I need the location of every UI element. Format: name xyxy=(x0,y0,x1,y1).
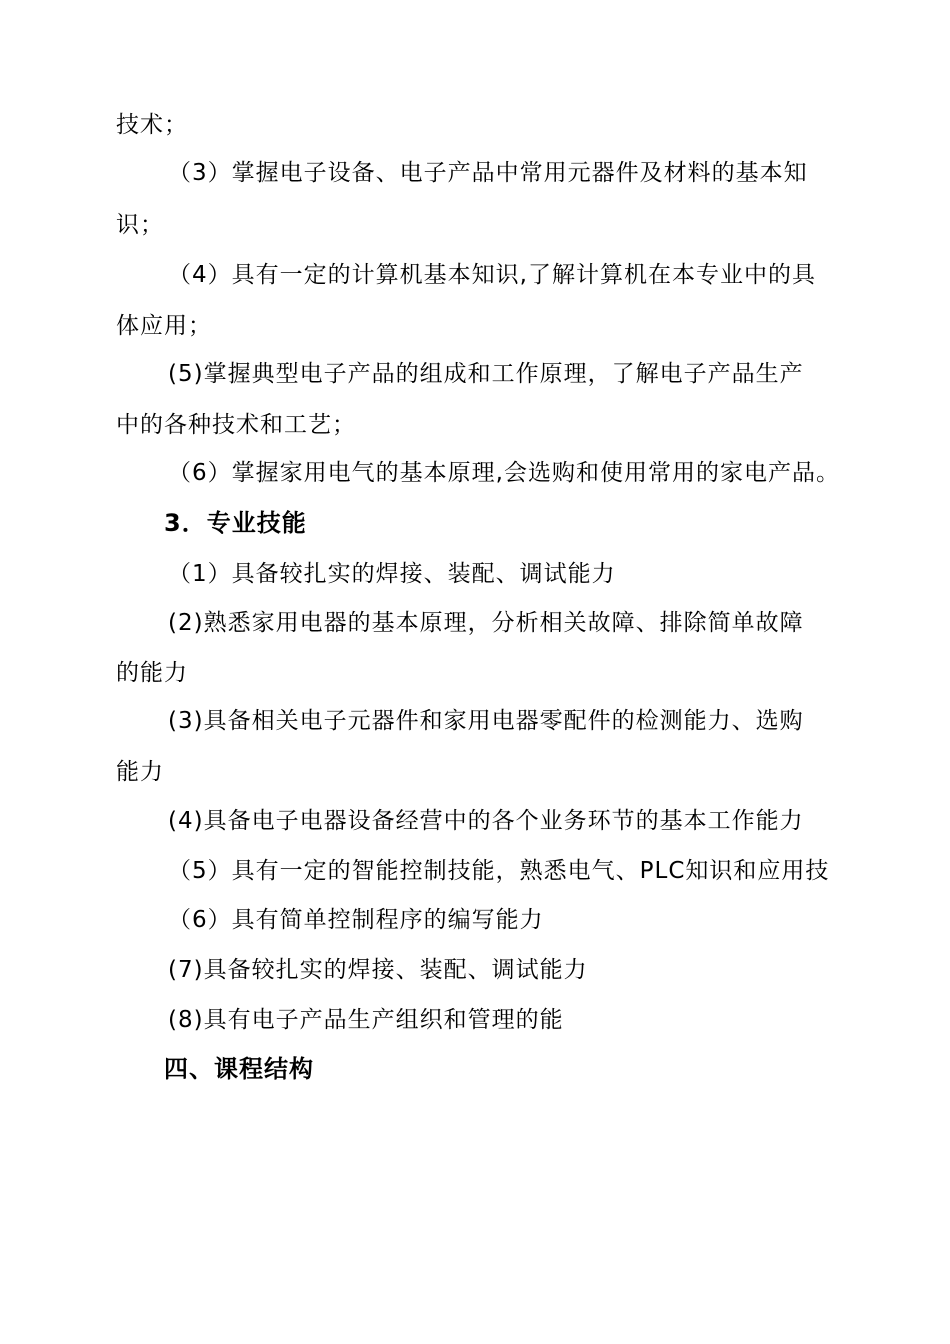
chapter-heading: 四、课程结构 xyxy=(164,1055,314,1083)
paragraph-line: 中的各种技术和工艺； xyxy=(116,412,356,438)
paragraph-line: (8)具有电子产品生产组织和管理的能 xyxy=(168,1007,564,1033)
paragraph-line: 识； xyxy=(116,212,164,238)
paragraph-line: （3）掌握电子设备、电子产品中常用元器件及材料的基本知 xyxy=(168,160,808,186)
paragraph-line: (2)熟悉家用电器的基本原理，分析相关故障、排除简单故障 xyxy=(168,610,804,636)
paragraph-line: (5)掌握典型电子产品的组成和工作原理，了解电子产品生产 xyxy=(168,361,804,387)
paragraph-line: （6）掌握家用电气的基本原理,会选购和使用常用的家电产品。 xyxy=(168,460,840,486)
paragraph-line: 能力 xyxy=(116,759,164,785)
paragraph-line: (4)具备电子电器设备经营中的各个业务环节的基本工作能力 xyxy=(168,808,804,834)
paragraph-line: （4）具有一定的计算机基本知识,了解计算机在本专业中的具 xyxy=(168,262,816,288)
paragraph-line: 的能力 xyxy=(116,660,188,686)
section-heading: 3．专业技能 xyxy=(164,509,307,537)
paragraph-line: 技术； xyxy=(116,112,188,138)
paragraph-line: （1）具备较扎实的焊接、装配、调试能力 xyxy=(168,561,616,587)
paragraph-line: （5）具有一定的智能控制技能，熟悉电气、PLC知识和应用技 xyxy=(168,858,830,884)
paragraph-line: (3)具备相关电子元器件和家用电器零配件的检测能力、选购 xyxy=(168,708,804,734)
paragraph-line: （6）具有简单控制程序的编写能力 xyxy=(168,907,544,933)
paragraph-line: 体应用； xyxy=(116,313,212,339)
paragraph-line: (7)具备较扎实的焊接、装配、调试能力 xyxy=(168,957,588,983)
